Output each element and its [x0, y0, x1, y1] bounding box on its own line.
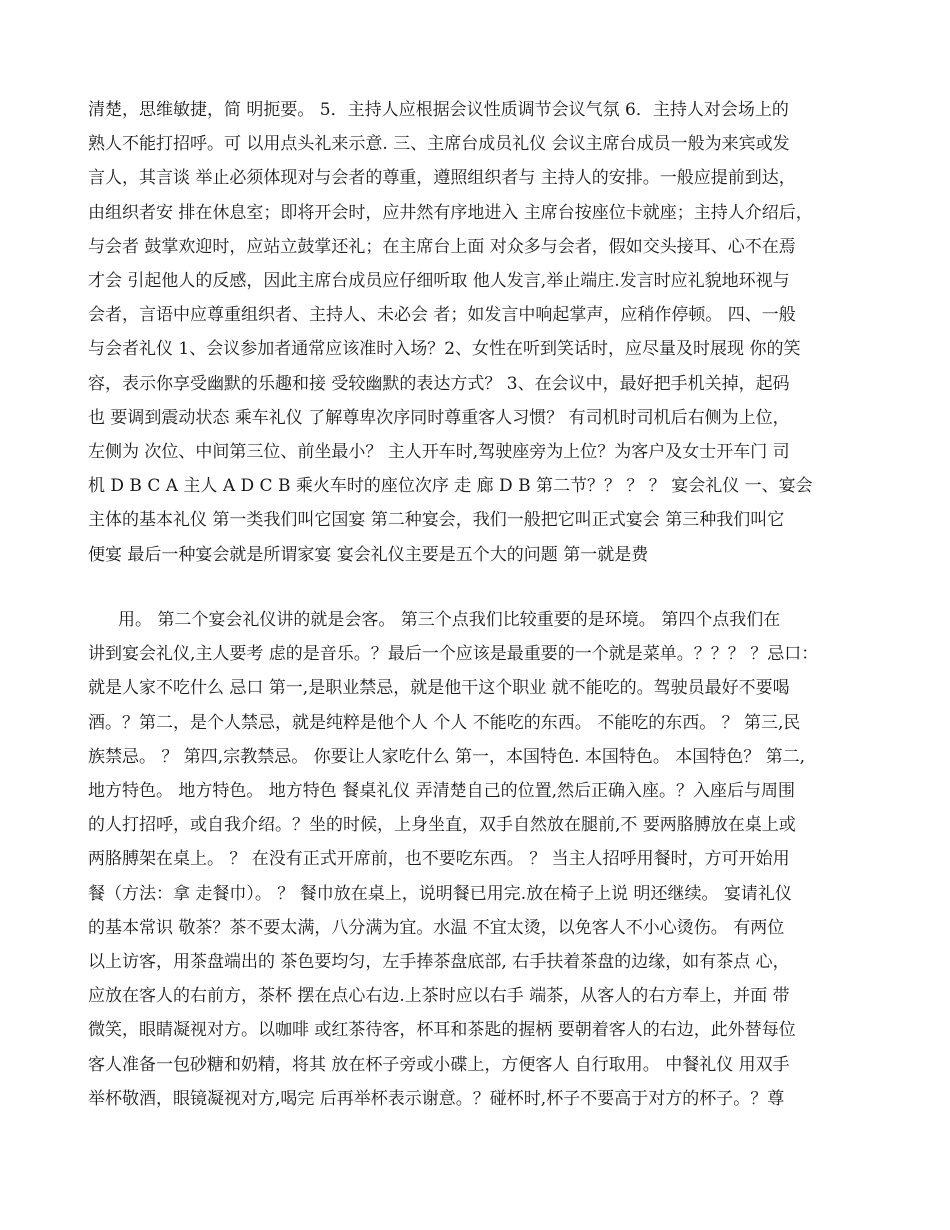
text-line: 两胳膊架在桌上。 ？ 在没有正式开席前，也不要吃东西。 ？ 当主人招呼用餐时，方可开始用 — [88, 849, 790, 870]
text-line: 会者，言语中应尊重组织者、主持人、未必会 者；如发言中响起掌声，应稍作停顿。 四、一般 — [88, 305, 796, 326]
text-line: 主体的基本礼仪 第一类我们叫它国宴 第二种宴会，我们一般把它叫正式宴会 第三种我们叫它 — [88, 510, 785, 531]
text-line: 便宴 最后一种宴会就是所谓家宴 宴会礼仪主要是五个大的问题 第一就是费 — [88, 544, 649, 565]
text-line: 的人打招呼，或自我介绍。？坐的时候，上身坐直，双手自然放在腿前,不 要两胳膊放在桌上或 — [88, 815, 796, 836]
text-line: 应放在客人的右前方，茶杯 摆在点心右边.上茶时应以右手 端茶，从客人的右方奉上，并面 带 — [88, 986, 790, 1007]
text-line: 熟人不能打招呼。可 以用点头礼来示意. 三、主席台成员礼仪 会议主席台成员一般为来宾或发 — [88, 134, 790, 155]
text-line: 也 要调到震动状态 乘车礼仪 了解尊卑次序同时尊重客人习惯？ 有司机时司机后右侧为上位， — [88, 407, 790, 428]
text-line: 容，表示你享受幽默的乐趣和接 受较幽默的表达方式？ 3、在会议中，最好把手机关掉，起码 — [88, 373, 790, 394]
text-line: 言人，其言谈 举止必须体现对与会者的尊重，遵照组织者与 主持人的安排。一般应提前到达， — [88, 168, 796, 189]
text-line: 客人准备一包砂糖和奶精，将其 放在杯子旁或小碟上，方便客人 自行取用。 中餐礼仪 用双手 — [88, 1054, 790, 1075]
text-line: 才会 引起他人的反感，因此主席台成员应仔细听取 他人发言,举止端庄.发言时应礼貌地环视与 — [88, 271, 790, 291]
text-line: 用。 第二个宴会礼仪讲的就是会客。 第三个点我们比较重要的是环境。 第四个点我们在 — [118, 610, 781, 630]
text-line: 以上访客，用茶盘端出的 茶色要均匀，左手捧茶盘底部, 右手扶着茶盘的边缘，如有茶点 心， — [88, 952, 790, 972]
text-line: 与会者礼仪 1、会议参加者通常应该准时入场？2、女性在听到笑话时，应尽量及时展现 你的笑 — [88, 339, 801, 360]
text-line: 族禁忌。 ？ 第四,宗教禁忌。 你要让人家吃什么 第一，本国特色. 本国特色。 本国特色？ 第二, — [88, 746, 806, 767]
text-line: 由组织者安 排在休息室；即将开会时，应井然有序地进入 主席台按座位卡就座；主持人介绍后， — [88, 202, 813, 223]
text-line: 就是人家不吃什么 忌口 第一,是职业禁忌，就是他干这个职业 就不能吃的。驾驶员最好不要喝 — [88, 678, 790, 699]
text-line: 的基本常识 敬茶？茶不要太满，八分满为宜。水温 不宜太烫，以免客人不小心烫伤。 有两位 — [88, 917, 785, 938]
text-line: 地方特色。 地方特色。 地方特色 餐桌礼仪 弄清楚自己的位置,然后正确入座。？入座后与周围 — [88, 781, 796, 801]
text-line: 左侧为 次位、中间第三位、前坐最小？ 主人开车时,驾驶座旁为上位？为客户及女士开车门 司 — [88, 442, 790, 462]
text-line: 与会者 鼓掌欢迎时，应站立鼓掌还礼；在主席台上面 对众多与会者，假如交头接耳、心不在焉 — [88, 236, 796, 257]
text-line: 微笑，眼睛凝视对方。以咖啡 或红茶待客，杯耳和茶匙的握柄 要朝着客人的右边，此外替每位 — [88, 1020, 796, 1041]
text-line: 清楚，思维敏捷，简 明扼要。 5．主持人应根据会议性质调节会议气氛 6．主持人对会场上的 — [88, 100, 789, 120]
text-line: 酒。？第二，是个人禁忌，就是纯粹是他个人 个人 不能吃的东西。 不能吃的东西。 ？ 第三,民 — [88, 712, 801, 733]
text-line: 餐（方法：拿 走餐巾）。 ？ 餐巾放在桌上，说明餐已用完.放在椅子上说 明还继续。 宴请礼仪 — [88, 883, 792, 904]
text-line: 机 D B C A 主人 A D C B 乘火车时的座位次序 走 廊 D B 第二节？？ ？ ？ 宴会礼仪 一、宴会 — [88, 476, 813, 497]
text-line: 举杯敬酒，眼镜凝视对方,喝完 后再举杯表示谢意。？碰杯时,杯子不要高于对方的杯子。？尊 — [88, 1088, 785, 1109]
text-line: 讲到宴会礼仪,主人要考 虑的是音乐。？最后一个应该是最重要的一个就是菜单。？？？ ？忌口： — [88, 644, 819, 665]
